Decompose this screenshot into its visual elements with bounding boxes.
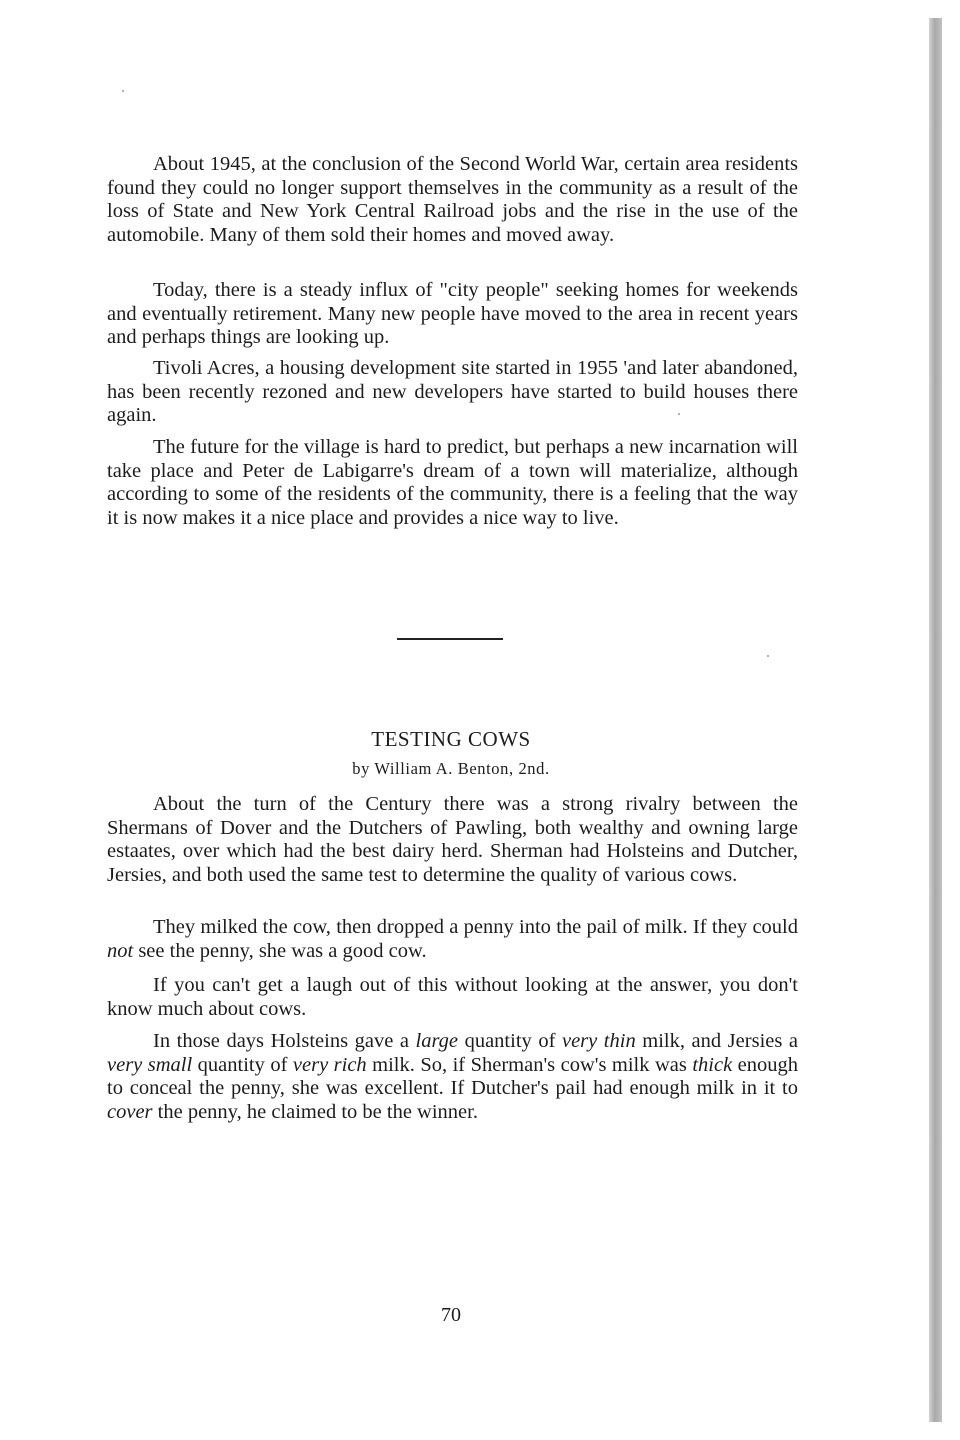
article-byline: by William A. Benton, 2nd.: [352, 759, 550, 778]
paragraph: Today, there is a steady influx of "city people" seeking homes for weekends and eventually retirement. Many new people have moved to the area in recent years and perhaps things are looking up.: [107, 279, 798, 349]
text-run: quantity of: [458, 1030, 562, 1052]
italic-text: thick: [692, 1053, 733, 1076]
italic-text: very rich: [292, 1053, 367, 1076]
text-run: In those days Holsteins gave a: [153, 1030, 416, 1052]
section-divider: [397, 638, 503, 640]
italic-text: very thin: [561, 1030, 636, 1052]
paragraph: About 1945, at the conclusion of the Second World War, certain area residents found they could no longer support themselves in the community as a result of the loss of State and New York Central Railroad jobs and the rise in the use of the automobile. Many of them sold their homes and moved away.: [107, 153, 798, 246]
paragraph: [107, 1030, 798, 1124]
page-number: 70: [441, 1304, 461, 1326]
scan-speck: [122, 90, 124, 92]
text-run: milk. So, if Sherman's cow's milk was: [366, 1053, 693, 1076]
article-title: TESTING COWS: [371, 727, 531, 751]
text-run: enough to conceal the penny, she was excellent. If Dutcher's pail had enough milk in it to: [107, 1053, 799, 1100]
text-run: quantity of: [192, 1053, 293, 1076]
scan-speck: [767, 655, 769, 657]
article-village-future: [107, 153, 798, 529]
paragraph: If you can't get a laugh out of this without looking at the answer, you don't know much about cows.: [107, 974, 798, 1020]
paragraph: Tivoli Acres, a housing development site started in 1955 'and later abandoned, has been recently rezoned and new developers have started to build houses there again.: [107, 357, 798, 427]
text-run: see the penny, she was a good cow.: [133, 939, 427, 962]
text-run: They milked the cow, then dropped a penny into the pail of milk. If they could: [153, 916, 798, 938]
italic-text: large: [415, 1030, 459, 1052]
paragraph: [107, 916, 798, 963]
text-run: milk, and Jersies a: [635, 1030, 798, 1052]
paragraph: The future for the village is hard to predict, but perhaps a new incarnation will take place and Peter de Labigarre's dream of a town will materialize, although according to some of the residents of the community, there is a feeling that the way it is now makes it a nice place and provides a nice way to live.: [107, 436, 798, 529]
italic-text: very small: [107, 1053, 193, 1076]
page-edge-shadow: [929, 18, 942, 1422]
italic-text: cover: [107, 1100, 153, 1123]
text-run: the penny, he claimed to be the winner.: [152, 1100, 478, 1123]
paragraph: About the turn of the Century there was a strong rivalry between the Shermans of Dover and the Dutchers of Pawling, both wealthy and owning large estaates, over which had the best dairy herd. Sherman had Holsteins and Dutcher, Jersies, and both used the same test to determine the quality of various cows.: [107, 793, 798, 886]
article-testing-cows: [107, 793, 799, 1123]
italic-text: not: [107, 939, 134, 962]
